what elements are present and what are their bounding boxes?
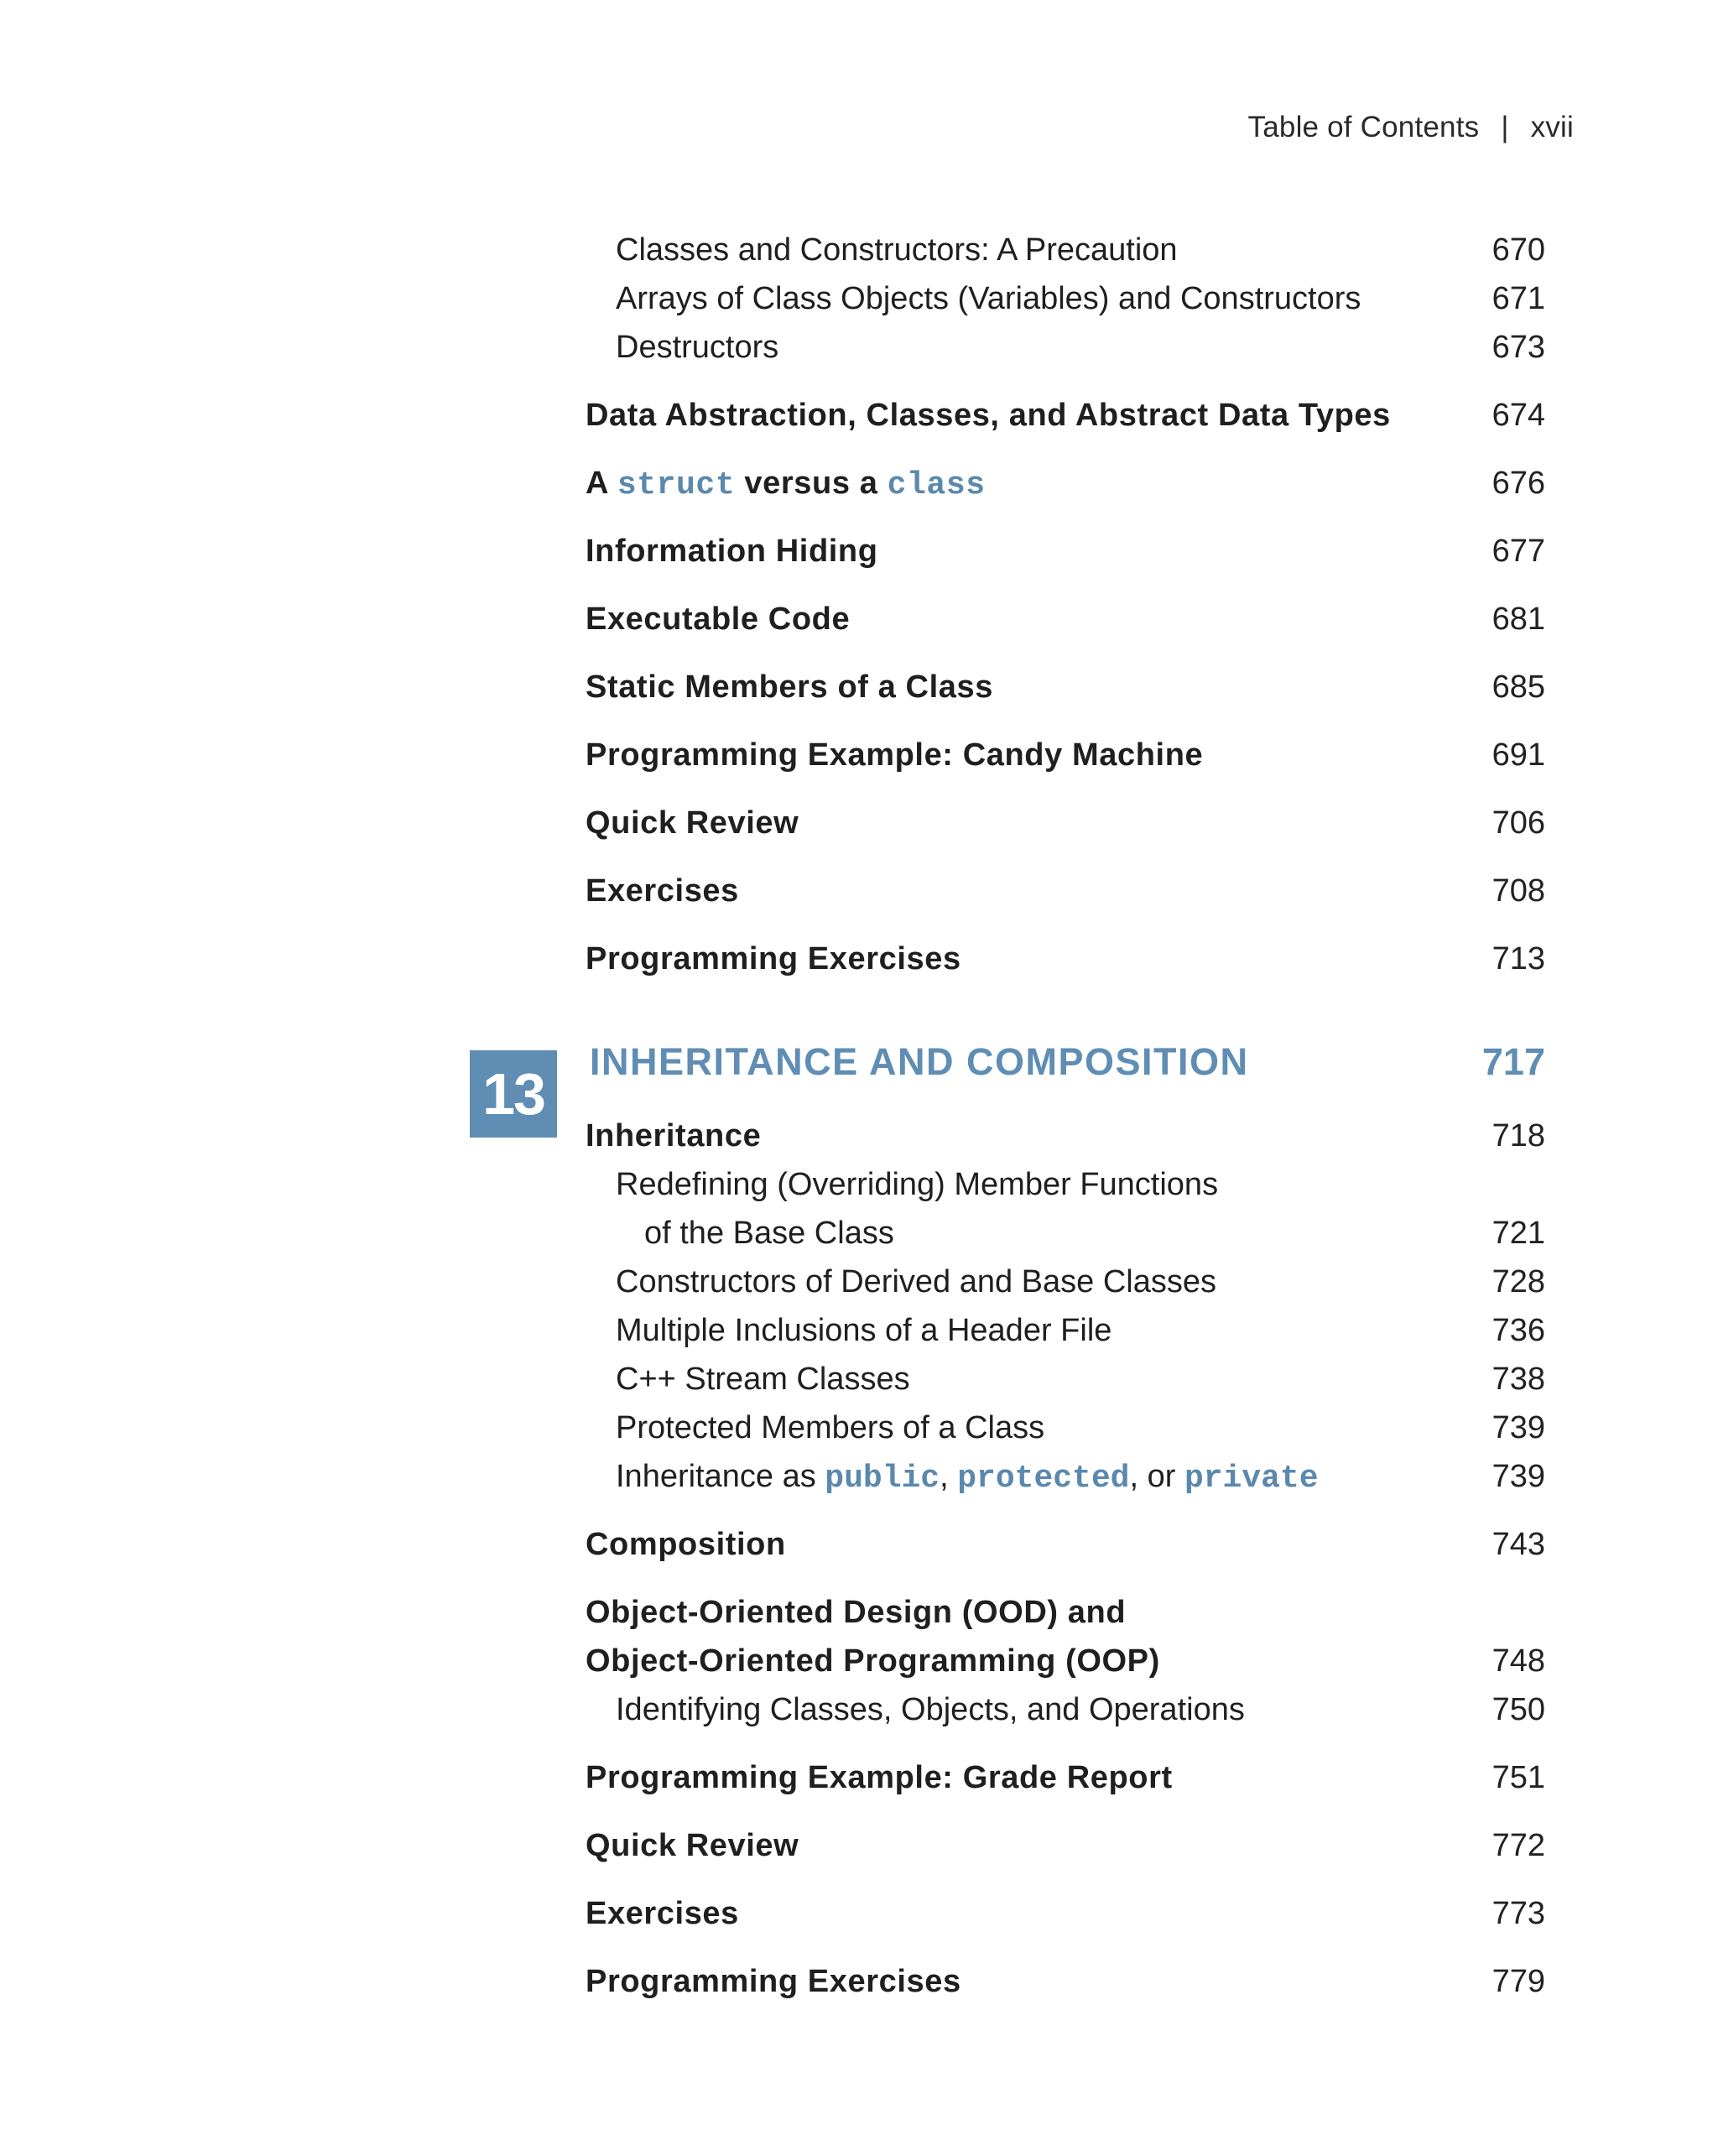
- toc-entry[interactable]: [0, 1957, 1718, 2006]
- toc-entry-continuation[interactable]: [0, 1209, 1718, 1258]
- chapter-title[interactable]: INHERITANCE AND COMPOSITION: [590, 1040, 1249, 1083]
- toc-entry-title: of the Base Class: [644, 1216, 894, 1251]
- toc-entry[interactable]: [0, 1403, 1718, 1452]
- toc-entry-title: Exercises: [586, 1896, 739, 1931]
- toc-entry-page: 739: [1492, 1459, 1545, 1494]
- chapter-page: 717: [1481, 1040, 1545, 1083]
- toc-entry[interactable]: [0, 1821, 1718, 1870]
- toc-entry-title: C++ Stream Classes: [616, 1362, 910, 1397]
- toc-entry-page: 738: [1492, 1362, 1545, 1397]
- toc-entry[interactable]: [0, 274, 1718, 323]
- toc-entry[interactable]: [0, 1889, 1718, 1938]
- toc-entry-title: [586, 459, 986, 510]
- toc-entry-page: 718: [1492, 1118, 1545, 1154]
- toc-entry-page: 691: [1492, 737, 1545, 773]
- title-prefix: Inheritance as: [616, 1459, 816, 1494]
- toc-entry[interactable]: [0, 459, 1718, 508]
- toc-entry[interactable]: [0, 1258, 1718, 1306]
- title-mid: versus a: [744, 466, 878, 501]
- title-separator: , or: [1129, 1459, 1176, 1494]
- toc-entry-page: 677: [1492, 534, 1545, 569]
- chapter-number-badge: 13: [470, 1050, 557, 1138]
- toc-entry-page: 773: [1492, 1896, 1545, 1931]
- toc-entry[interactable]: [0, 663, 1718, 711]
- toc-entry-page: 751: [1492, 1760, 1545, 1795]
- toc-entry-page: 670: [1492, 232, 1545, 268]
- toc-entry-title: Executable Code: [586, 601, 851, 637]
- toc-entry[interactable]: [0, 1520, 1718, 1569]
- toc-entry-title: Protected Members of a Class: [616, 1410, 1045, 1445]
- toc-entry-page: 721: [1492, 1216, 1545, 1251]
- header-separator: |: [1501, 111, 1509, 143]
- toc-entry-page: 706: [1492, 805, 1545, 841]
- toc-entry[interactable]: [0, 1306, 1718, 1355]
- toc-entry-title: Programming Example: Grade Report: [586, 1760, 1173, 1795]
- toc-entry-title: Programming Exercises: [586, 1964, 961, 1999]
- toc-entry-page: 671: [1492, 281, 1545, 316]
- toc-entry-page: 743: [1492, 1527, 1545, 1562]
- toc-entry[interactable]: [0, 1355, 1718, 1403]
- toc-entry-title: Object-Oriented Design (OOD) and: [586, 1595, 1127, 1630]
- toc-entry[interactable]: [0, 1112, 1718, 1160]
- toc-entry-page: 673: [1492, 330, 1545, 365]
- header-page-number: xvii: [1530, 111, 1574, 143]
- toc-entry[interactable]: [0, 595, 1718, 643]
- toc-entry[interactable]: [0, 799, 1718, 847]
- toc-entry-page: 772: [1492, 1828, 1545, 1863]
- header-section-title: Table of Contents: [1247, 111, 1480, 143]
- toc-entry-page: 676: [1492, 466, 1545, 501]
- toc-entry-title: Destructors: [616, 330, 779, 365]
- toc-entry-title: Classes and Constructors: A Precaution: [616, 232, 1178, 268]
- toc-entry-title: Exercises: [586, 873, 739, 909]
- code-keyword: class: [887, 467, 986, 503]
- toc-entry[interactable]: [0, 1160, 1718, 1209]
- toc-entry-title: Composition: [586, 1527, 786, 1562]
- toc-entry-title: Object-Oriented Programming (OOP): [586, 1643, 1160, 1679]
- toc-entry[interactable]: [0, 226, 1718, 274]
- title-prefix: A: [586, 466, 608, 501]
- toc-entry-title: Quick Review: [586, 805, 799, 841]
- code-keyword: struct: [617, 467, 736, 503]
- toc-entry[interactable]: [0, 731, 1718, 779]
- code-keyword: protected: [957, 1461, 1130, 1497]
- toc-entry-title: Data Abstraction, Classes, and Abstract Data Types: [586, 398, 1391, 433]
- toc-entry-page: 750: [1492, 1692, 1545, 1727]
- toc-entry-title: Programming Example: Candy Machine: [586, 737, 1204, 773]
- toc-entry-title: Constructors of Derived and Base Classes: [616, 1264, 1216, 1299]
- toc-entry-page: 748: [1492, 1643, 1545, 1679]
- toc-entry-page: 713: [1492, 941, 1545, 976]
- toc-entry-title: Information Hiding: [586, 534, 878, 569]
- toc-entry-page: 685: [1492, 669, 1545, 705]
- toc-entry[interactable]: [0, 935, 1718, 983]
- toc-entry-page: 681: [1492, 601, 1545, 637]
- code-keyword: private: [1184, 1461, 1319, 1497]
- toc-entry-page: 728: [1492, 1264, 1545, 1299]
- toc-entry-continuation[interactable]: [0, 1637, 1718, 1685]
- toc-entry[interactable]: [0, 1685, 1718, 1734]
- toc-entry-page: 708: [1492, 873, 1545, 909]
- toc-entry[interactable]: [0, 323, 1718, 372]
- title-separator: ,: [940, 1459, 949, 1494]
- toc-entry[interactable]: [0, 867, 1718, 915]
- toc-entry[interactable]: [0, 1753, 1718, 1802]
- toc-entry-title: Redefining (Overriding) Member Functions: [616, 1167, 1219, 1202]
- toc-entry-page: 736: [1492, 1313, 1545, 1348]
- toc-entry-title: Inheritance: [586, 1118, 762, 1154]
- toc-entry[interactable]: [0, 1588, 1718, 1637]
- toc-entry-title: Identifying Classes, Objects, and Operations: [616, 1692, 1245, 1727]
- toc-entry-page: 674: [1492, 398, 1545, 433]
- toc-entry[interactable]: [0, 527, 1718, 575]
- toc-entry-title: Static Members of a Class: [586, 669, 993, 705]
- toc-entry-title: Programming Exercises: [586, 941, 961, 976]
- toc-entry[interactable]: [0, 391, 1718, 440]
- toc-entry-title: Arrays of Class Objects (Variables) and Constructors: [616, 281, 1361, 316]
- toc-entry-title: Multiple Inclusions of a Header File: [616, 1313, 1112, 1348]
- toc-entry-title: Quick Review: [586, 1828, 799, 1863]
- toc-entry[interactable]: [0, 1452, 1718, 1501]
- code-keyword: public: [825, 1461, 940, 1497]
- toc-entry-title: [616, 1452, 1319, 1503]
- toc-entry-page: 779: [1492, 1964, 1545, 1999]
- toc-entry-page: 739: [1492, 1410, 1545, 1445]
